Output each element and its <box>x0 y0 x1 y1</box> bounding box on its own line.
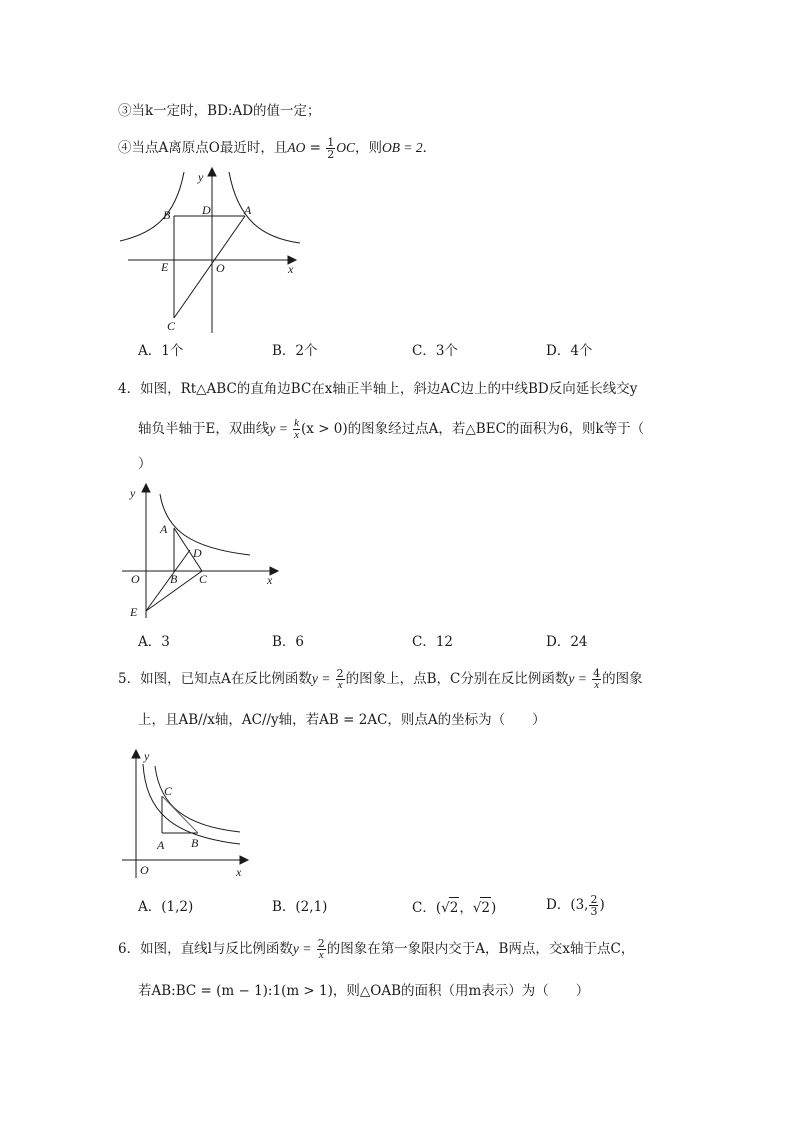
q3-label-b: B <box>163 208 171 222</box>
q5-choice-a[interactable]: A．(1,2) <box>138 899 194 915</box>
frac-numerator: 2 <box>317 937 325 950</box>
q4-choice-a[interactable]: A．3 <box>138 634 170 650</box>
q6-line-1 <box>118 938 634 961</box>
q5-hyperbola-inner <box>143 764 240 844</box>
q4-l2-suffix: (x > 0)的图象经过点A，若△BEC的面积为6，则k等于（ <box>301 421 645 437</box>
q5-choice-c-sqrt-2: 2 <box>480 897 491 918</box>
q5-choice-c-sqrt-1: 2 <box>449 897 460 918</box>
frac-numerator: k <box>294 417 300 429</box>
frac-numerator: 2 <box>336 667 344 680</box>
q5-line-2: 上，且AB//x轴，AC//y轴，若AB = 2AC，则点A的坐标为（ ） <box>138 712 546 728</box>
q3-s4-ao: AO <box>287 140 306 155</box>
q4-label-d: D <box>193 546 202 560</box>
q3-statement-3: ③当k一定时，BD:AD的值一定； <box>118 103 321 119</box>
q5-x-arrow <box>240 856 248 864</box>
q4-line-3: ） <box>138 456 152 472</box>
q3-label-o: O <box>216 261 225 275</box>
q5-label-a: A <box>157 838 165 852</box>
q5-choice-c[interactable]: C．(√2，√2) <box>412 897 496 918</box>
q5-l1-prefix: 5．如图，已知点A在反比例函数 <box>118 671 312 687</box>
q5-l1-mid: 的图象上，点B，C分别在反比例函数 <box>345 671 569 687</box>
q4-label-b: B <box>170 572 178 586</box>
q5-y-eq-1: y = <box>311 671 331 686</box>
q4-line-1: 4．如图，Rt△ABC的直角边BC在x轴正半轴上，斜边AC边上的中线BD反向延长线交y <box>118 381 638 397</box>
frac-denominator: x <box>318 949 324 961</box>
q5-choice-d[interactable]: D．(3, $\frac{2}{3}$ ) <box>546 893 605 918</box>
q5-label-y: y <box>144 749 150 763</box>
q5-l1-suffix: 的图象 <box>602 671 643 687</box>
q3-statement-4: ④当点A离原点O最近时，且AO = $\frac{1}{2}$ OC，则OB = 2． <box>118 136 437 161</box>
q5-choice-c-prefix: C．( <box>412 900 442 916</box>
q3-s4-oc: OC <box>336 140 355 155</box>
q4-label-a: A <box>160 522 168 536</box>
q6-y-eq: y = <box>292 941 312 956</box>
q4-label-x: x <box>267 573 273 587</box>
q4-y-eq: y = <box>269 421 288 436</box>
q3-label-y: y <box>198 170 204 184</box>
q3-choice-c[interactable]: C．3个 <box>412 343 458 359</box>
q3-label-c: C <box>167 319 176 333</box>
frac-numerator: 4 <box>593 667 601 680</box>
q5-choice-b[interactable]: B．(2,1) <box>272 899 328 915</box>
q5-label-x: x <box>236 865 242 879</box>
q3-s4-prefix: ④当点A离原点O最近时，且 <box>118 140 288 156</box>
frac-denominator: 2 <box>327 148 335 161</box>
q3-s4-ob: OB = 2 <box>382 140 423 155</box>
q6-l1-prefix: 6．如图，直线l与反比例函数 <box>118 941 293 957</box>
q3-label-a: A <box>244 203 252 217</box>
frac-numerator: 1 <box>327 136 335 149</box>
q4-label-e: E <box>130 605 138 619</box>
q5-hyperbola-outer <box>155 766 240 832</box>
q4-l2-prefix: 轴负半轴于E，双曲线 <box>138 421 270 437</box>
q5-label-b: B <box>191 836 199 850</box>
q3-s4-then: ，则 <box>355 140 382 156</box>
q6-fraction <box>317 938 326 961</box>
q4-choice-d[interactable]: D．24 <box>546 634 588 650</box>
q4-label-c: C <box>199 572 208 586</box>
q4-label-y: y <box>130 486 136 500</box>
q5-y-arrow <box>132 750 140 758</box>
q3-choice-a[interactable]: A．1个 <box>138 343 184 359</box>
q6-l1-suffix: 的图象在第一象限内交于A，B两点，交x轴于点C， <box>326 941 635 957</box>
frac-denominator: 3 <box>590 905 598 918</box>
frac-denominator: x <box>594 679 600 691</box>
q4-choice-b[interactable]: B．6 <box>272 634 305 650</box>
q3-choice-d[interactable]: D．4个 <box>546 343 593 359</box>
q6-line-2: 若AB:BC = (m − 1):1(m > 1)，则△OAB的面积（用m表示）为（ ） <box>138 983 590 999</box>
q5-label-c: C <box>164 784 173 798</box>
frac-denominator: x <box>294 429 300 441</box>
q4-choice-c[interactable]: C．12 <box>412 634 454 650</box>
q5-choice-d-fraction <box>589 894 598 917</box>
q4-label-o: O <box>131 572 140 586</box>
frac-numerator: 2 <box>590 893 598 906</box>
q3-label-d: D <box>202 203 211 217</box>
q5-choice-d-prefix: D．(3, <box>546 897 589 913</box>
q3-choice-b[interactable]: B．2个 <box>272 343 318 359</box>
frac-denominator: x <box>337 679 343 691</box>
q3-label-e: E <box>161 260 169 274</box>
q3-label-x: x <box>288 262 294 276</box>
q5-y-eq-2: y = <box>568 671 587 686</box>
q5-label-o: O <box>140 863 149 877</box>
